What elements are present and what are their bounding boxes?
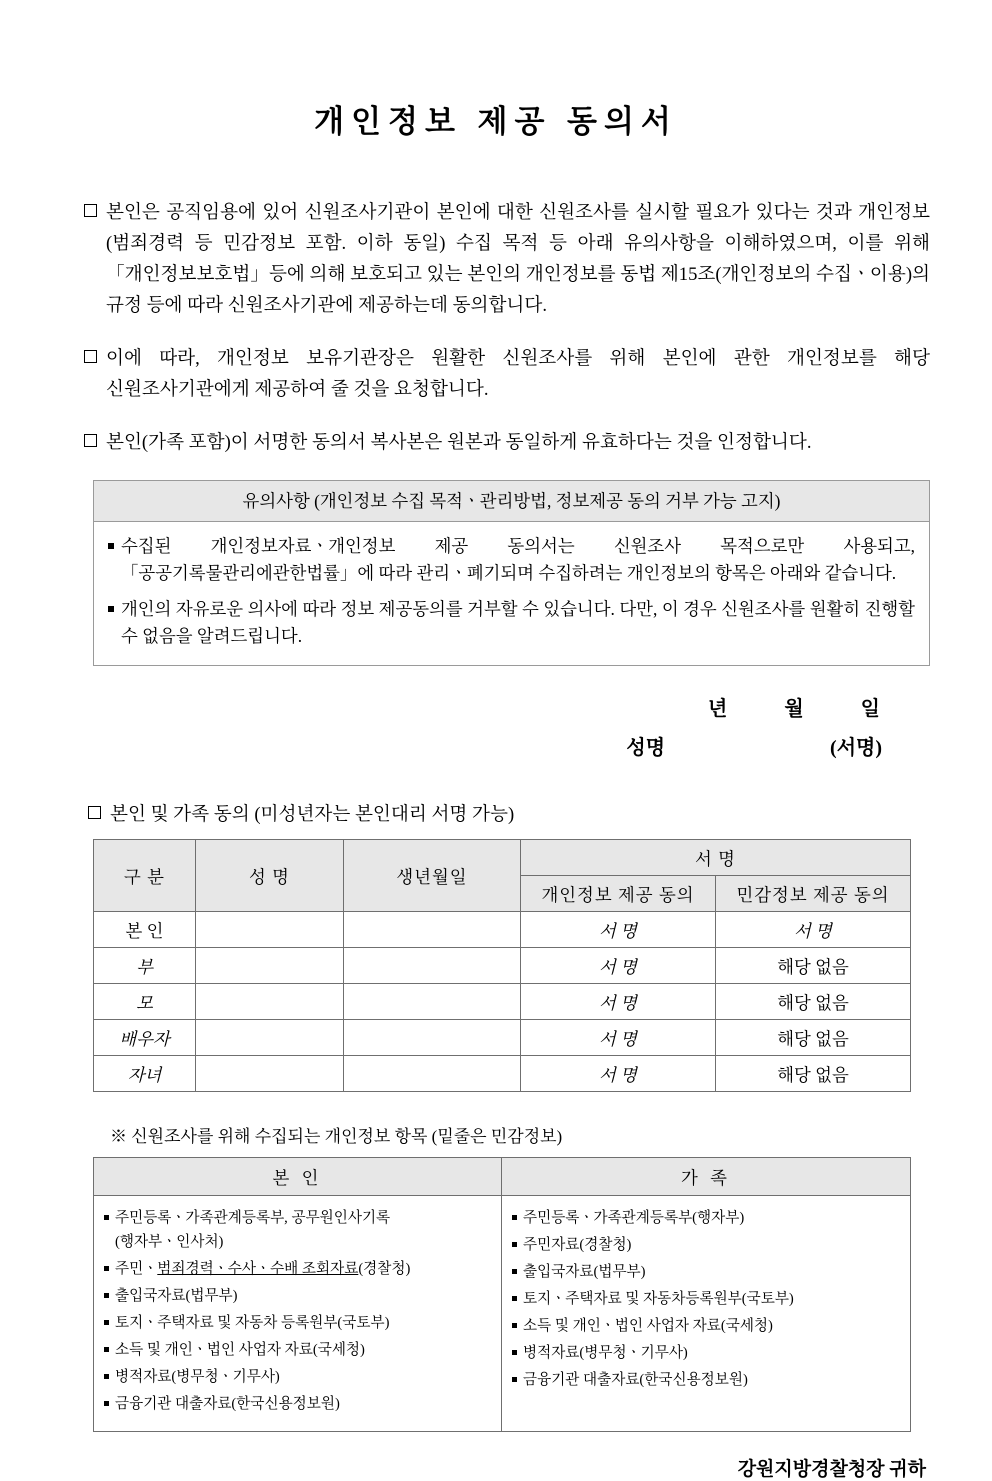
collected-items-table bbox=[93, 1157, 911, 1432]
list-item-text bbox=[523, 1260, 646, 1284]
square-bullet-icon bbox=[104, 1293, 109, 1298]
recipient-line: 강원지방경찰청장 귀하 bbox=[737, 1459, 926, 1480]
list-item-text bbox=[523, 1206, 744, 1230]
item-text-plain: 주민등록ㆍ가족관계등록부, 공무원인사기록(행자부ㆍ인사처) bbox=[115, 1210, 391, 1250]
col-header-self: 본 인 bbox=[94, 1158, 502, 1196]
item-text-plain: 금융기관 대출자료(한국신용정보원) bbox=[523, 1372, 748, 1388]
table-row bbox=[94, 1196, 911, 1432]
square-bullet-icon bbox=[108, 606, 114, 612]
square-bullet-icon bbox=[104, 1215, 109, 1220]
cell-sig-personal[interactable]: 서 명 bbox=[521, 1020, 716, 1056]
list-item-text bbox=[115, 1206, 493, 1254]
consent-section-heading bbox=[88, 800, 992, 826]
family-item-list bbox=[512, 1206, 902, 1392]
item-text-plain: 소득 및 개인ㆍ법인 사업자 자료(국세청) bbox=[523, 1318, 773, 1334]
col-header-signature-group: 서 명 bbox=[521, 840, 911, 876]
notice-box bbox=[93, 480, 930, 666]
square-bullet-icon bbox=[512, 1323, 517, 1328]
day-label: 일 bbox=[860, 698, 882, 720]
item-text-plain: 출입국자료(법무부) bbox=[115, 1288, 238, 1304]
cell-name-input[interactable] bbox=[196, 1056, 344, 1092]
cell-name-input[interactable] bbox=[196, 984, 344, 1020]
table-row bbox=[94, 984, 911, 1020]
cell-birthdate-input[interactable] bbox=[344, 948, 521, 984]
item-text-plain: (경찰청) bbox=[358, 1261, 411, 1277]
cell-category: 부 bbox=[94, 948, 196, 984]
cell-sig-sensitive: 해당 없음 bbox=[716, 1056, 911, 1092]
square-bullet-icon bbox=[512, 1296, 517, 1301]
list-item bbox=[104, 1338, 493, 1362]
clause-item bbox=[84, 343, 930, 405]
checkbox-empty-icon[interactable] bbox=[84, 434, 97, 447]
square-bullet-icon bbox=[104, 1266, 109, 1271]
table-row bbox=[94, 1020, 911, 1056]
name-signature-line bbox=[0, 731, 992, 760]
clause-text: 본인은 공직임용에 있어 신원조사기관이 본인에 대한 신원조사를 실시할 필요가 있다는 것과 개인정보(범죄경력 등 민감정보 포함. 이하 동일) 수집 목적 등 아래 유의사항을 이해하였으며, 이를 위해「개인정보보호법」등에 의해 보호되고 있는 본인의 개인정보를 동법 제15조(개인정보의 수집ㆍ이용)의 규정 등에 따라 신원조사기관에 제공하는데 동의합니다. bbox=[106, 202, 930, 316]
consent-table bbox=[93, 839, 911, 1092]
table-row bbox=[94, 912, 911, 948]
list-item bbox=[104, 1311, 493, 1335]
list-item-text bbox=[115, 1257, 410, 1281]
list-item-text bbox=[115, 1365, 280, 1389]
item-text-plain: 주민ㆍ bbox=[115, 1261, 158, 1277]
list-item bbox=[512, 1260, 902, 1284]
list-item bbox=[104, 1284, 493, 1308]
cell-sig-sensitive: 해당 없음 bbox=[716, 984, 911, 1020]
cell-family-items bbox=[502, 1196, 911, 1432]
name-label: 성명 bbox=[626, 737, 666, 759]
clause-item bbox=[84, 427, 930, 458]
square-bullet-icon bbox=[104, 1347, 109, 1352]
cell-category: 배우자 bbox=[94, 1020, 196, 1056]
list-item bbox=[512, 1341, 902, 1365]
square-bullet-icon bbox=[512, 1269, 517, 1274]
table-header-row bbox=[94, 840, 911, 876]
cell-sig-sensitive: 해당 없음 bbox=[716, 948, 911, 984]
list-item-text bbox=[523, 1233, 631, 1257]
list-item bbox=[512, 1314, 902, 1338]
square-bullet-icon bbox=[104, 1401, 109, 1406]
clause-text: 본인(가족 포함)이 서명한 동의서 복사본은 원본과 동일하게 유효하다는 것을 인정합니다. bbox=[106, 432, 812, 453]
signature-label: (서명) bbox=[830, 737, 882, 759]
notice-item-text: 수집된 개인정보자료ㆍ개인정보 제공 동의서는 신원조사 목적으로만 사용되고,「공공기록물관리에관한법률」에 따라 관리ㆍ폐기되며 수집하려는 개인정보의 항목은 아래와 같습니다. bbox=[121, 536, 915, 583]
notice-item-text: 개인의 자유로운 의사에 따라 정보 제공동의를 거부할 수 있습니다. 다만, 이 경우 신원조사를 원활히 진행할 수 없음을 알려드립니다. bbox=[121, 599, 915, 646]
list-item bbox=[512, 1233, 902, 1257]
col-header-family: 가 족 bbox=[502, 1158, 911, 1196]
list-item bbox=[512, 1287, 902, 1311]
item-text-plain: 주민자료(경찰청) bbox=[523, 1237, 632, 1253]
notice-list-item bbox=[108, 596, 915, 650]
year-label: 년 bbox=[708, 698, 730, 720]
list-item bbox=[104, 1206, 493, 1254]
list-item-text bbox=[115, 1392, 340, 1416]
list-item-text bbox=[115, 1284, 238, 1308]
item-text-plain: 금융기관 대출자료(한국신용정보원) bbox=[115, 1396, 340, 1412]
list-item-text bbox=[115, 1338, 365, 1362]
consent-clause-list bbox=[0, 197, 992, 458]
col-header-sig-sensitive: 민감정보 제공 동의 bbox=[716, 876, 911, 912]
list-item bbox=[104, 1365, 493, 1389]
table-row bbox=[94, 948, 911, 984]
list-item bbox=[104, 1257, 493, 1281]
cell-self-items bbox=[94, 1196, 502, 1432]
cell-birthdate-input[interactable] bbox=[344, 912, 521, 948]
cell-sig-sensitive[interactable]: 서 명 bbox=[716, 912, 911, 948]
item-text-plain: 토지ㆍ주택자료 및 자동차 등록원부(국토부) bbox=[115, 1315, 390, 1331]
square-bullet-icon bbox=[108, 543, 114, 549]
cell-category: 모 bbox=[94, 984, 196, 1020]
list-item-text bbox=[115, 1311, 389, 1335]
cell-birthdate-input[interactable] bbox=[344, 1020, 521, 1056]
list-item bbox=[104, 1392, 493, 1416]
cell-birthdate-input[interactable] bbox=[344, 984, 521, 1020]
cell-name-input[interactable] bbox=[196, 948, 344, 984]
cell-sig-personal[interactable]: 서 명 bbox=[521, 1056, 716, 1092]
square-bullet-icon bbox=[512, 1350, 517, 1355]
list-item-text bbox=[523, 1314, 773, 1338]
date-line bbox=[0, 692, 992, 721]
square-bullet-icon bbox=[512, 1242, 517, 1247]
col-header-sig-personal: 개인정보 제공 동의 bbox=[521, 876, 716, 912]
square-bullet-icon bbox=[512, 1377, 517, 1382]
item-text-plain: 병적자료(병무청ㆍ기무사) bbox=[523, 1345, 688, 1361]
square-bullet-icon bbox=[104, 1374, 109, 1379]
cell-category: 자녀 bbox=[94, 1056, 196, 1092]
list-item bbox=[512, 1206, 902, 1230]
checkbox-empty-icon[interactable] bbox=[84, 204, 97, 217]
item-text-plain: 소득 및 개인ㆍ법인 사업자 자료(국세청) bbox=[115, 1342, 365, 1358]
col-header-name: 성 명 bbox=[196, 840, 344, 912]
col-header-category: 구 분 bbox=[94, 840, 196, 912]
month-label: 월 bbox=[784, 698, 806, 720]
item-text-plain: 출입국자료(법무부) bbox=[523, 1264, 646, 1280]
table-header-row bbox=[94, 1158, 911, 1196]
notice-body bbox=[94, 522, 929, 665]
cell-sig-personal[interactable]: 서 명 bbox=[521, 948, 716, 984]
table-row bbox=[94, 1056, 911, 1092]
square-bullet-icon bbox=[104, 1320, 109, 1325]
checkbox-empty-icon[interactable] bbox=[84, 350, 97, 363]
item-text-plain: 병적자료(병무청ㆍ기무사) bbox=[115, 1369, 280, 1385]
list-item-text bbox=[523, 1368, 748, 1392]
cell-sig-personal[interactable]: 서 명 bbox=[521, 912, 716, 948]
cell-birthdate-input[interactable] bbox=[344, 1056, 521, 1092]
cell-category: 본 인 bbox=[94, 912, 196, 948]
collected-items-body bbox=[94, 1196, 911, 1432]
item-text-plain: 토지ㆍ주택자료 및 자동차등록원부(국토부) bbox=[523, 1291, 794, 1307]
clause-item bbox=[84, 197, 930, 321]
cell-sig-sensitive: 해당 없음 bbox=[716, 1020, 911, 1056]
cell-name-input[interactable] bbox=[196, 912, 344, 948]
cell-name-input[interactable] bbox=[196, 1020, 344, 1056]
list-item-text bbox=[523, 1341, 688, 1365]
list-item-text bbox=[523, 1287, 794, 1311]
collected-items-note: ※ 신원조사를 위해 수집되는 개인정보 항목 (밑줄은 민감정보) bbox=[110, 1127, 563, 1146]
item-text-plain: 주민등록ㆍ가족관계등록부(행자부) bbox=[523, 1210, 745, 1226]
consent-section-heading-text: 본인 및 가족 동의 (미성년자는 본인대리 서명 가능) bbox=[110, 804, 515, 825]
self-item-list bbox=[104, 1206, 493, 1416]
clause-text: 이에 따라, 개인정보 보유기관장은 원활한 신원조사를 위해 본인에 관한 개인정보를 해당 신원조사기관에게 제공하여 줄 것을 요청합니다. bbox=[106, 348, 930, 400]
consent-table-body bbox=[94, 912, 911, 1092]
list-item bbox=[512, 1368, 902, 1392]
notice-list-item bbox=[108, 533, 915, 587]
checkbox-empty-icon[interactable] bbox=[88, 806, 101, 819]
cell-sig-personal[interactable]: 서 명 bbox=[521, 984, 716, 1020]
notice-header: 유의사항 (개인정보 수집 목적ㆍ관리방법, 정보제공 동의 거부 가능 고지) bbox=[94, 481, 929, 522]
square-bullet-icon bbox=[512, 1215, 517, 1220]
page-title: 개인정보 제공 동의서 bbox=[314, 104, 678, 139]
col-header-birthdate: 생년월일 bbox=[344, 840, 521, 912]
item-text-sensitive: 범죄경력ㆍ수사ㆍ수배 조회자료 bbox=[157, 1261, 359, 1277]
